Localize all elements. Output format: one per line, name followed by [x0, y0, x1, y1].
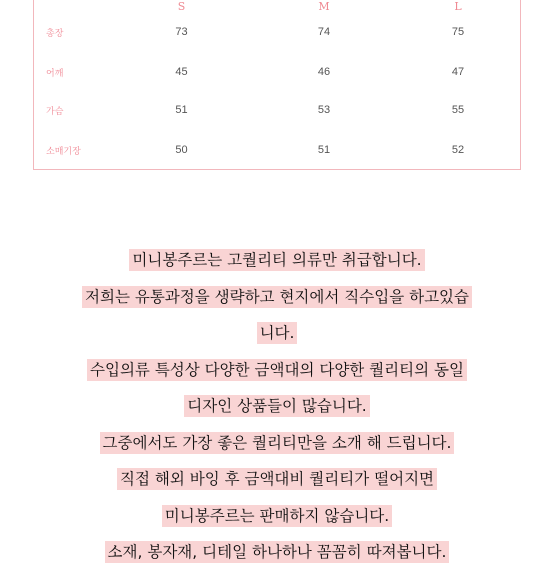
notice-line: 소재, 봉자재, 디테일 하나하나 꼼꼼히 따져봅니다.	[105, 541, 450, 563]
header-size-m: M	[318, 0, 330, 13]
header-size-l: L	[454, 0, 462, 13]
row-label: 가슴	[46, 106, 64, 117]
notice-line: 그중에서도 가장 좋은 퀄리티만을 소개 해 드립니다.	[100, 432, 455, 454]
table-row	[34, 62, 520, 82]
size-table-header	[34, 0, 520, 14]
notice-line: 미니봉주르는 판매하지 않습니다.	[162, 505, 392, 527]
cell-l: 47	[451, 66, 465, 78]
notice-line: 미니봉주르는 고퀄리티 의류만 취급합니다.	[129, 249, 424, 271]
notice-line: 저희는 유통과정을 생략하고 현지에서 직수입을 하고있습	[82, 286, 472, 308]
cell-m: 74	[317, 26, 331, 38]
cell-l: 52	[451, 144, 465, 156]
notice-line: 니다.	[257, 322, 298, 344]
cell-s: 51	[175, 104, 188, 116]
cell-s: 73	[175, 26, 188, 38]
cell-l: 75	[451, 26, 465, 38]
table-row	[34, 140, 520, 160]
table-row	[34, 100, 520, 120]
row-label: 총장	[46, 28, 64, 39]
row-label: 어깨	[46, 68, 64, 79]
notice-text-block	[0, 242, 554, 571]
notice-line: 디자인 상품들이 많습니다.	[184, 395, 370, 417]
size-table	[33, 0, 521, 170]
cell-s: 45	[175, 66, 188, 78]
cell-l: 55	[451, 104, 465, 116]
notice-line: 수입의류 특성상 다양한 금액대의 다양한 퀄리티의 동일	[87, 359, 467, 381]
cell-m: 51	[317, 144, 331, 156]
table-row	[34, 22, 520, 42]
cell-m: 53	[317, 104, 331, 116]
cell-m: 46	[317, 66, 331, 78]
row-label: 소매기장	[46, 146, 81, 157]
notice-line: 직접 해외 바잉 후 금액대비 퀄리티가 떨어지면	[117, 468, 437, 490]
header-size-s: S	[177, 0, 186, 13]
cell-s: 50	[175, 144, 188, 156]
